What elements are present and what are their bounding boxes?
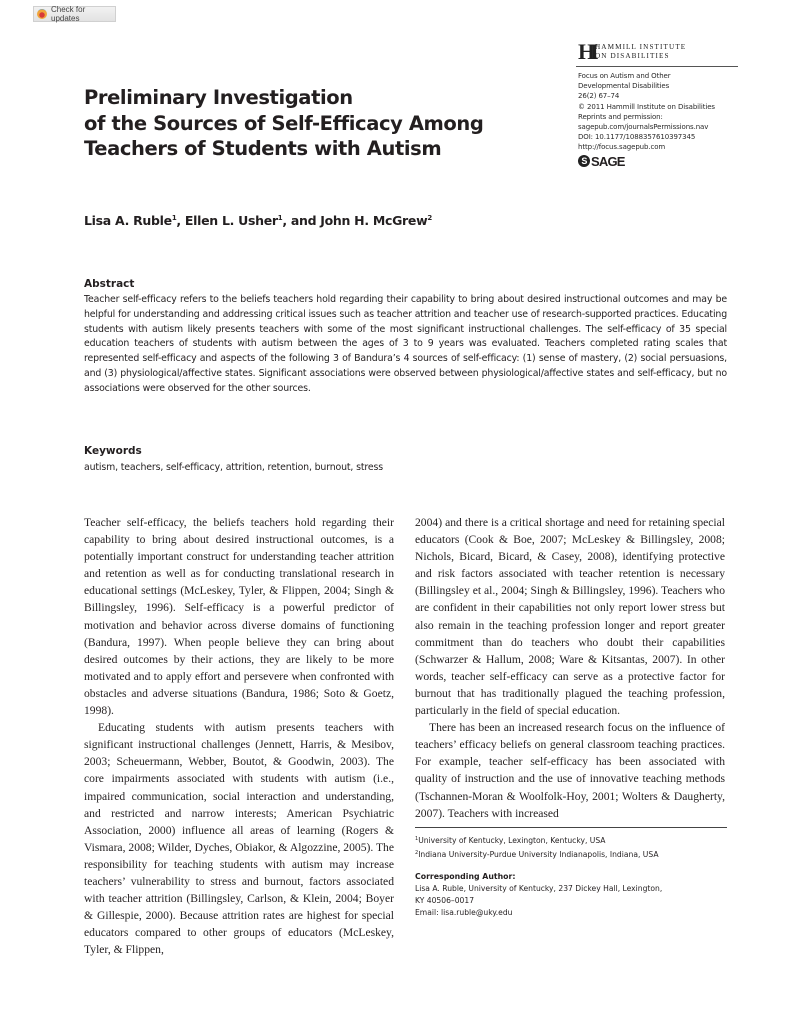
affiliation-2: $^2$Indiana University-Purdue University Indianapolis, Indiana, USA [415,850,659,859]
volume-pages: 26(2) 67–74 [578,92,620,101]
journal-name-1: Focus on Autism and Other [578,72,671,80]
corresponding-email[interactable]: Email: lisa.ruble@uky.edu [415,908,513,917]
author-list: Lisa A. Ruble$^1$, Ellen L. Usher$^1$, and John H. McGrew$^2$ [84,213,432,228]
footnote-divider [415,827,727,828]
sage-s-icon: S [578,155,590,167]
title-line-2: of the Sources of Self-Efficacy Among [84,111,484,135]
corresponding-author-heading: Corresponding Author: [415,872,516,881]
journal-name-2: Developmental Disabilities [578,82,670,91]
abstract-text: Teacher self-efficacy refers to the beliefs teachers hold regarding their capability to bring about desired instructional outcomes and may be helpful for understanding and addressing critical issues such as teacher attrition and teacher use of research-supported practices. Educating students with autism likely presents teachers with some of the most significant instructional challenges. The self-efficacy of 35 special education teachers of students with autism between the ages of 3 to 9 years was evaluated. Teachers completed rating scales that represented self-efficacy and aspects of the following 3 of Bandura’s 4 sources of self-efficacy: (1) sense of mastery, (2) social persuasions, and (3) physiological/affective states. Significant associations were observed between physiological/affective states and self-efficacy, but no associations were observed for the other sources. [84,294,727,394]
hammill-institute-logo [578,39,738,64]
journal-link[interactable]: http://focus.sagepub.com [578,143,666,152]
keywords-heading: Keywords [84,445,142,457]
title-line-1: Preliminary Investigation [84,86,353,109]
affiliation-marker: 1 [277,214,283,222]
body-column-left [84,514,394,958]
reprints-link[interactable]: sagepub.com/journalsPermissions.nav [578,123,709,132]
article-title [84,85,544,162]
corresponding-address-1: Lisa A. Ruble, University of Kentucky, 237 Dickey Hall, Lexington, [415,884,663,893]
body-paragraph: Educating students with autism presents teachers with significant instructional challenges (Jennett, Harris, & Mesibov, 2003; Scheuermann, Webber, Boutot, & Goodwin, 2003). The core impairments associated with students with autism (i.e., impaired communication, social interaction and understanding, and restricted and narrow interests; American Psychiatric Association, 2000) influence all areas of learning (Rogers & Vismara, 2008; Wilder, Dyches, Obiakor, & Algozzine, 2005). The responsibility for teaching students with autism may increase teachers’ vulnerability to stress and burnout, factors associated with teacher attrition (Billingsley, Carlson, & Klein, 2004; Boyer & Gillespie, 2000). Because attrition rates are highest for special educators compared to other groups of educators (McLeskey, Tyler, & Flippen, [84,721,394,957]
check-for-updates-button[interactable] [33,6,116,22]
logo-line-1: HAMMILL INSTITUTE [595,43,687,51]
affiliation-marker: 2 [427,214,432,222]
body-column-right [415,514,725,822]
reprints-label: Reprints and permission: [578,112,663,121]
abstract-heading: Abstract [84,278,135,290]
author-name: John H. McGrew [320,213,428,228]
author-name: Lisa A. Ruble [84,213,172,228]
affiliation-marker: 1 [171,214,177,222]
author-name: Ellen L. Usher [184,213,278,228]
publisher-divider [576,66,738,67]
keywords-text: autism, teachers, self-efficacy, attrition, retention, burnout, stress [84,462,383,473]
title-line-3: Teachers of Students with Autism [84,137,442,160]
sage-logo: S SAGE [578,154,738,169]
body-paragraph: Teacher self-efficacy, the beliefs teachers hold regarding their capability to bring about desired instructional outcomes, is a potentially important construct for understanding teacher attrition and retention as well as for conducting translational research in educational settings (McLeskey, Tyler, & Flippen, 2004; Singh & Billingsley, 1996). Self-efficacy is a powerful predictor of motivation and behavior across diverse domains of functioning (Bandura, 1997). When people believe they can bring about desired outcomes by their actions, they are likely to be more motivated and to apply effort and persevere when confronted with obstacles and adverse situations (Bandura, 1986; Soto & Goetz, 1998). [84,516,394,718]
body-paragraph: There has been an increased research focus on the influence of teachers’ efficacy beliefs on general classroom teaching practices. For example, teacher self-efficacy has been associated with quality of instruction and the use of innovative teaching methods (Tschannen-Moran & Woolfolk-Hoy, 2001; Wolters & Daugherty, 2007). Teachers with increased [415,721,725,820]
doi[interactable]: DOI: 10.1177/1088357610397345 [578,133,696,142]
body-paragraph: 2004) and there is a critical shortage and need for retaining special educators (Cook & Boe, 2007; McLeskey & Billingsley, 2008; Nichols, Bicard, Bicard, & Casey, 2008), identifying protective and risk factors associated with teacher retention is necessary (Billingsley et al., 2004; Singh & Billingsley, 1996). Teachers who are confident in their capabilities not only report lower stress but also remain in the teaching profession longer and report greater commitment than do teachers who doubt their capabilities (Schwarzer & Hallum, 2008; Ware & Kitsantas, 2007). In other words, teacher self-efficacy can serve as a protective factor for burnout that has traditionally plagued the teaching profession, particularly in the field of special education. [415,516,725,718]
copyright: © 2011 Hammill Institute on Disabilities [578,102,715,111]
corresponding-address-2: KY 40506–0017 [415,896,475,905]
check-for-updates-label: Check for updates [51,5,86,23]
affiliation-1: $^1$University of Kentucky, Lexington, Kentucky, USA [415,836,606,845]
publisher-info [578,39,738,169]
footnotes [415,833,735,919]
hi-logo-icon: HI [578,39,594,64]
crossmark-icon [37,9,47,19]
logo-line-2: ON DISABILITIES [595,52,670,60]
